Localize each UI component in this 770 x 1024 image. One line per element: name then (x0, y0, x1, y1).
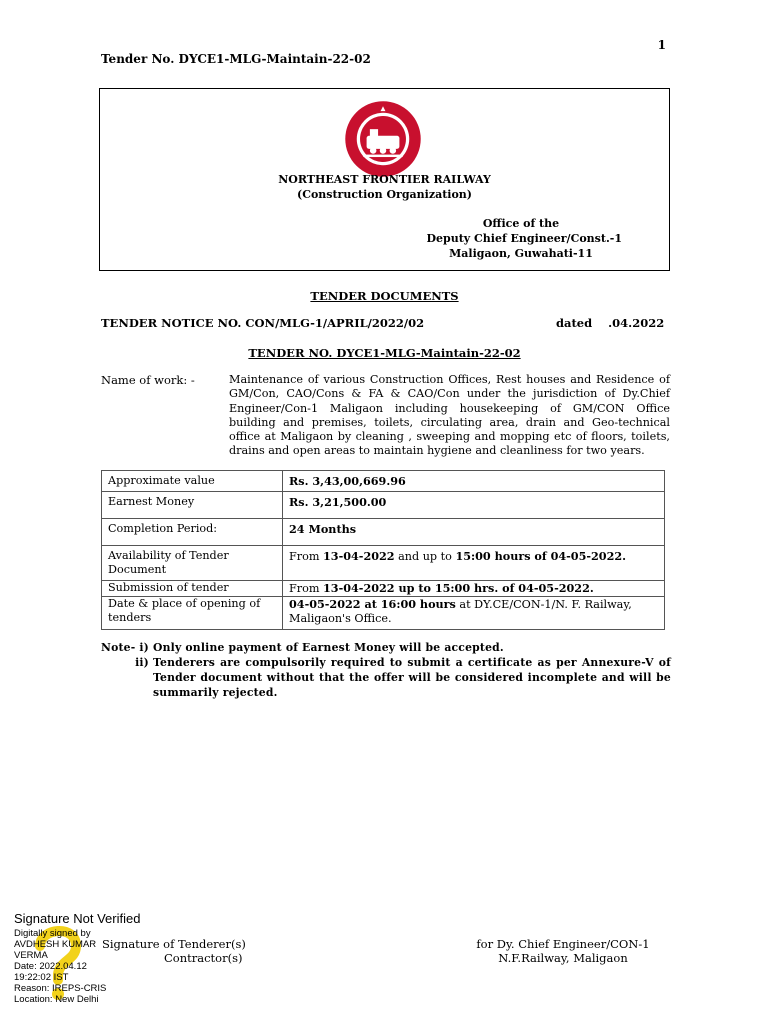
table-row (102, 519, 665, 546)
table-row (102, 546, 665, 581)
page-number: 1 (657, 38, 666, 52)
approx-value-label: Approximate value (102, 471, 283, 492)
office-block (420, 216, 622, 261)
name-of-work-text: Maintenance of various Construction Offices, Rest houses and Residence of GM/Con, CAO/Cons & FA & CAO/Con under the jurisdiction of Dy.Chief Engineer/Con-1 Maligaon including housekeeping of GM/CON Office building and premises, toilets, circulating area, drain and Geo-technical office at Maligaon by cleaning , sweeping and mopping etc of floors, toilets, drains and open areas to maintain hygiene and cleanliness for two years. (229, 373, 670, 458)
signature-line: Digitally signed by (14, 928, 91, 939)
name-of-work-label: Name of work: - (101, 373, 195, 387)
signature-line: AVDHESH KUMAR (14, 939, 97, 950)
tender-notice: TENDER NOTICE NO. CON/MLG-1/APRIL/2022/02 (101, 316, 425, 330)
office-line-2: Deputy Chief Engineer/Const.-1 (426, 232, 622, 245)
completion-label: Completion Period: (102, 519, 283, 546)
tenderer-signature (102, 937, 274, 965)
submission-label: Submission of tender (102, 581, 283, 597)
opening-place: at DY.CE/CON-1/N. F. Railway, Maligaon's Office. (289, 598, 632, 625)
completion-value: 24 Months (283, 519, 665, 546)
office-line-3: Maligaon, Guwahati-11 (449, 247, 593, 260)
availability-date: 13-04-2022 (323, 549, 395, 563)
table-row (102, 597, 665, 630)
tender-number: TENDER NO. DYCE1-MLG-Maintain-22-02 (248, 346, 521, 360)
tender-header: Tender No. DYCE1-MLG-Maintain-22-02 (101, 52, 371, 66)
submission-from: From (289, 582, 324, 595)
availability-end: 15:00 hours of 04-05-2022. (455, 549, 627, 563)
availability-value (283, 546, 665, 581)
table-row (102, 471, 665, 492)
officer-signature (440, 937, 686, 965)
signature-line: 19:22:02 IST (14, 972, 69, 983)
note-1 (101, 640, 671, 655)
opening-value (283, 597, 665, 630)
signature-line: Location: New Delhi (14, 994, 99, 1005)
availability-label: Availability of Tender Document (102, 546, 283, 581)
table-row (102, 581, 665, 597)
org-division: (Construction Organization) (296, 188, 473, 201)
note-2-text: Tenderers are compulsorily required to submit a certificate as per Annexure-V of Tender document without that the offer will be considered incomplete and will be summarily rejected. (153, 656, 671, 699)
signature-line: Reason: IREPS-CRIS (14, 983, 107, 994)
tenderer-signature-line-1: Signature of Tenderer(s) (102, 937, 246, 951)
org-name: NORTHEAST FRONTIER RAILWAY (278, 173, 491, 186)
note-1-prefix: Note- i) (101, 641, 149, 654)
officer-signature-line-2: N.F.Railway, Maligaon (498, 951, 628, 965)
emd-label: Earnest Money (102, 492, 283, 519)
note-2 (101, 655, 671, 700)
tenderer-signature-line-2: Contractor(s) (164, 951, 243, 965)
officer-signature-line-1: for Dy. Chief Engineer/CON-1 (476, 937, 650, 951)
tender-date: dated .04.2022 (556, 316, 665, 330)
table-row (102, 492, 665, 519)
section-title: TENDER DOCUMENTS (310, 289, 459, 303)
submission-value (283, 581, 665, 597)
office-line-1: Office of the (482, 217, 560, 230)
signature-line: Date: 2022.04.12 (14, 961, 87, 972)
opening-date: 04-05-2022 at 16:00 hours (289, 597, 456, 611)
note-2-prefix: ii) (135, 656, 149, 669)
notes-block (101, 640, 671, 700)
signature-status: Signature Not Verified (14, 911, 141, 926)
opening-label: Date & place of opening of tenders (102, 597, 283, 630)
emd-value: Rs. 3,21,500.00 (283, 492, 665, 519)
tender-details-table (101, 470, 665, 630)
note-1-text: Only online payment of Earnest Money will be accepted. (153, 641, 504, 654)
availability-mid: and up to (394, 550, 456, 563)
availability-from: From (289, 550, 324, 563)
submission-date: 13-04-2022 up to 15:00 hrs. of 04-05-2022. (323, 581, 594, 595)
approx-value: Rs. 3,43,00,669.96 (283, 471, 665, 492)
indian-railways-emblem-icon (342, 98, 424, 180)
signature-line: VERMA (14, 950, 48, 961)
